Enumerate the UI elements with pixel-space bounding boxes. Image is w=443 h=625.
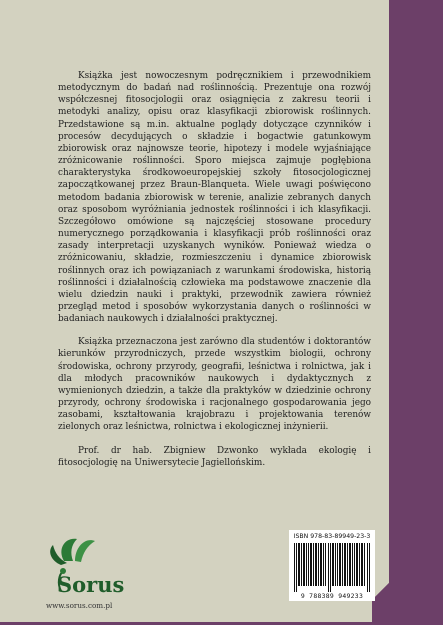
publisher-logo-text: Sorus	[57, 572, 125, 597]
description-text	[58, 70, 371, 469]
barcode-digits: 9 788389 949233	[300, 592, 364, 600]
description-paragraph-1: Książka jest nowoczesnym podręcznikiem i przewodnikiem metodycznym do badań nad roślinnością. Prezentuje ona rozwój współczesnej fitosocjologii oraz osiągnięcia z zakresu teorii i metodyki analizy, opisu oraz klasyfikacji zbiorowisk roślinnych. Przedstawione są m.in. aktualne poglądy dotyczące czynników i procesów decydujących o składzie i bogactwie gatunkowym zbiorowisk oraz najnowsze teorie, hipotezy i modele wyjaśniające zróżnicowanie roślinności. Sporo miejsca zajmuje pogłębiona charakterystyka środkowoeuropejskiej szkoły fitosocjologicznej zapoczątkowanej przez Braun-Blanqueta. Wiele uwagi poświęcono metodom badania zbiorowisk w terenie, analizie zebranych danych oraz sposobom wyróżniania jednostek roślinności i ich klasyfikacji. Szczegółowo omówione są najczęściej stosowane procedury numerycznego porządkowania i klasyfikacji prób roślinności oraz zasady interpretacji uzyskanych wyników. Ponieważ wiedza o zróżnicowaniu, składzie, rozmieszczeniu i dynamice zbiorowisk roślinnych oraz ich powiązaniach z warunkami środowiska, historią roślinności i działalnością człowieka ma podstawowe znaczenie dla wielu dziedzin nauki i praktyki, przewodnik zawiera również przegląd metod i sposobów wykorzystania danych o roślinności w badaniach naukowych i działalności praktycznej.	[58, 71, 371, 325]
barcode-icon	[294, 543, 370, 592]
isbn-label: ISBN 978-83-89949-23-3	[293, 533, 371, 540]
isbn-barcode-box	[289, 530, 375, 601]
author-note: Prof. dr hab. Zbigniew Dzwonko wykłada ekologię i fitosocjologię na Uniwersytecie Jagiellońskim.	[58, 445, 371, 468]
description-paragraph-2: Książka przeznaczona jest zarówno dla studentów i doktorantów kierunków przyrodniczych, przede wszystkim biologii, ochrony środowiska, ochrony przyrody, geografii, leśnictwa i rolnictwa, jak i dla młodych pracowników naukowych i dydaktycznych z wymienionych dziedzin, a także dla praktyków w dziedzinie ochrony przyrody, ochrony środowiska i racjonalnego gospodarowania jego zasobami, kształtowania krajobrazu i projektowania terenów zielonych oraz leśnictwa, rolnictwa i ekologicznej inżynierii.	[58, 337, 371, 433]
publisher-url: www.sorus.com.pl	[46, 601, 113, 610]
